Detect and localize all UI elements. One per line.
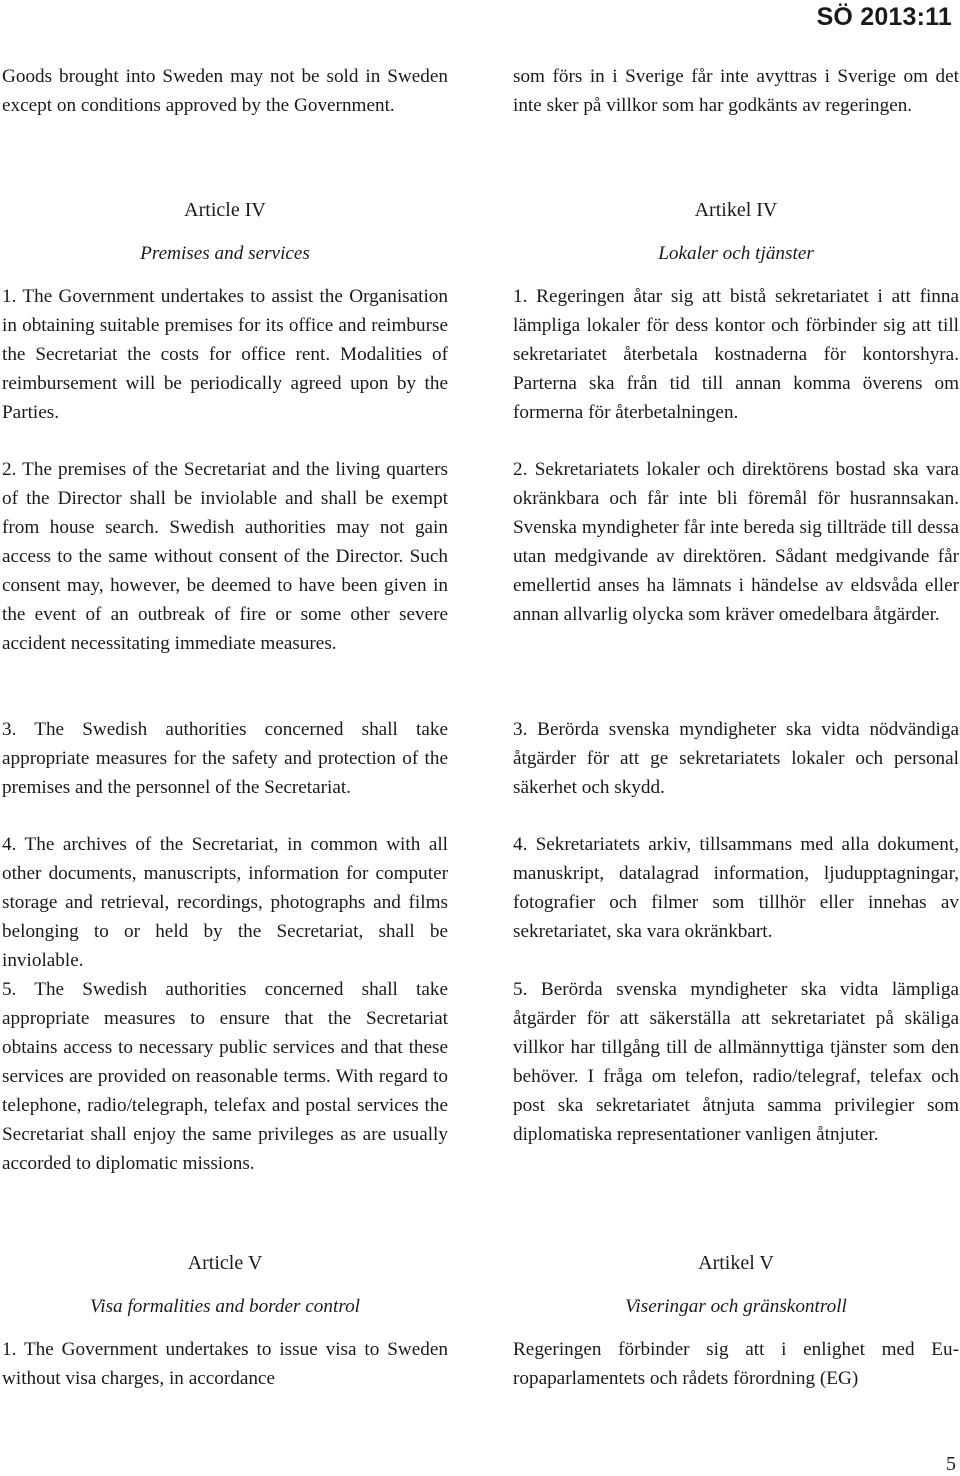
english-article-iv-p5: 5. The Swedish authorities concerned shall take appropriate measures to ensure that the Secretariat obtains access to necessary public services and that these services are provided on reasonable terms. With regard to telephone, radio/telegraph, telefax and postal services the Secretariat shall enjoy the same privileges as are usually accorded to diplomatic missions.	[2, 979, 448, 1174]
english-article-v-p1: 1. The Government undertakes to issue visa to Sweden without visa charges, in accordance	[2, 1339, 448, 1389]
swedish-article-iv-p1: 1. Regeringen åtar sig att bistå sekretariatet i att finna lämpliga lokaler för dess kontor och förbinder sig att till sekretariatet återbetala kostnaderna för kontorshyra. Parterna ska från tid till annan komma överens om formerna för återbetalningen.	[513, 286, 959, 423]
page-number: 5	[946, 1453, 956, 1475]
swedish-article-v-subtitle: Viseringar och gränskontroll	[625, 1296, 847, 1317]
english-article-v-title: Article V	[187, 1252, 263, 1274]
english-article-iv-p2: 2. The premises of the Secretariat and the living quarters of the Director shall be inviolable and shall be exempt from house search. Swedish authorities may not gain access to the same without consent of the Director. Such consent may, however, be deemed to have been given in the event of an outbreak of fire or some other severe accident necessitating immediate measures.	[2, 459, 448, 654]
english-article-iv-p4: 4. The archives of the Secretariat, in common with all other documents, manuscripts, information for computer storage and retrieval, recordings, photographs and films belonging to or held by the Secretariat, shall be inviolable.	[2, 834, 448, 971]
english-article-iv-subtitle: Premises and services	[140, 243, 310, 264]
english-article-iv-p1: 1. The Government undertakes to assist the Organisation in obtaining suitable premises for its office and reimburse the Secretariat the costs for office rent. Modalities of reimbursement will be periodically agreed upon by the Parties.	[2, 286, 448, 423]
swedish-article-v-title: Artikel V	[698, 1252, 774, 1274]
swedish-article-iv-p2: 2. Sekretariatets lokaler och direktörens bostad ska vara okränkbara och får inte bli föremål för husrannsakan. Svenska myndigheter får inte bereda sig tillträde till dessa utan medgivande av direktören. Sådant medgivande får emellertid anses ha lämnats i händelse av eldsvåda eller annan allvarlig olycka som kräver omedelbara åtgärder.	[513, 459, 959, 625]
swedish-article-iv-p4: 4. Sekretariatets arkiv, tillsammans med alla dokument, manuskript, datalagrad information, ljudupptagningar, fotografier och filmer som tillhör eller innehas av sekretariatet, ska vara okränkbart.	[513, 834, 959, 942]
page-identifier: SÖ 2013:11	[816, 3, 952, 31]
swedish-intro: som förs in i Sverige får inte avyttras i Sverige om det inte sker på villkor som har godkänts av regeringen.	[513, 66, 959, 116]
swedish-article-iv-title: Artikel IV	[694, 199, 778, 221]
swedish-article-iv-p3: 3. Berörda svenska myndigheter ska vidta nödvändiga åtgärder för att ge sekretariatets lokaler och personal säkerhet och skydd.	[513, 719, 959, 798]
english-intro: Goods brought into Sweden may not be sold in Sweden except on conditions approved by the Government.	[2, 66, 448, 116]
english-article-v-subtitle: Visa formalities and border control	[89, 1296, 361, 1317]
swedish-article-iv-subtitle: Lokaler och tjänster	[658, 243, 814, 264]
swedish-article-v-p1: Regeringen förbinder sig att i enlighet med Europaparlamentets och rådets förordning (EG)	[513, 1339, 959, 1389]
english-article-iv-title: Article IV	[184, 199, 266, 221]
english-article-iv-p3: 3. The Swedish authorities concerned shall take appropriate measures for the safety and protection of the premises and the personnel of the Secretariat.	[2, 719, 448, 798]
swedish-article-iv-p5: 5. Berörda svenska myndigheter ska vidta lämpliga åtgärder för att säkerställa att sekretariatet på skäliga villkor har tillgång till de allmännyttiga tjänster som den behöver. I fråga om telefon, radio/telegraf, telefax och post ska sekretariatet åtnjuta samma privilegier som diplomatiska representationer vanligen åtnjuter.	[513, 979, 959, 1145]
